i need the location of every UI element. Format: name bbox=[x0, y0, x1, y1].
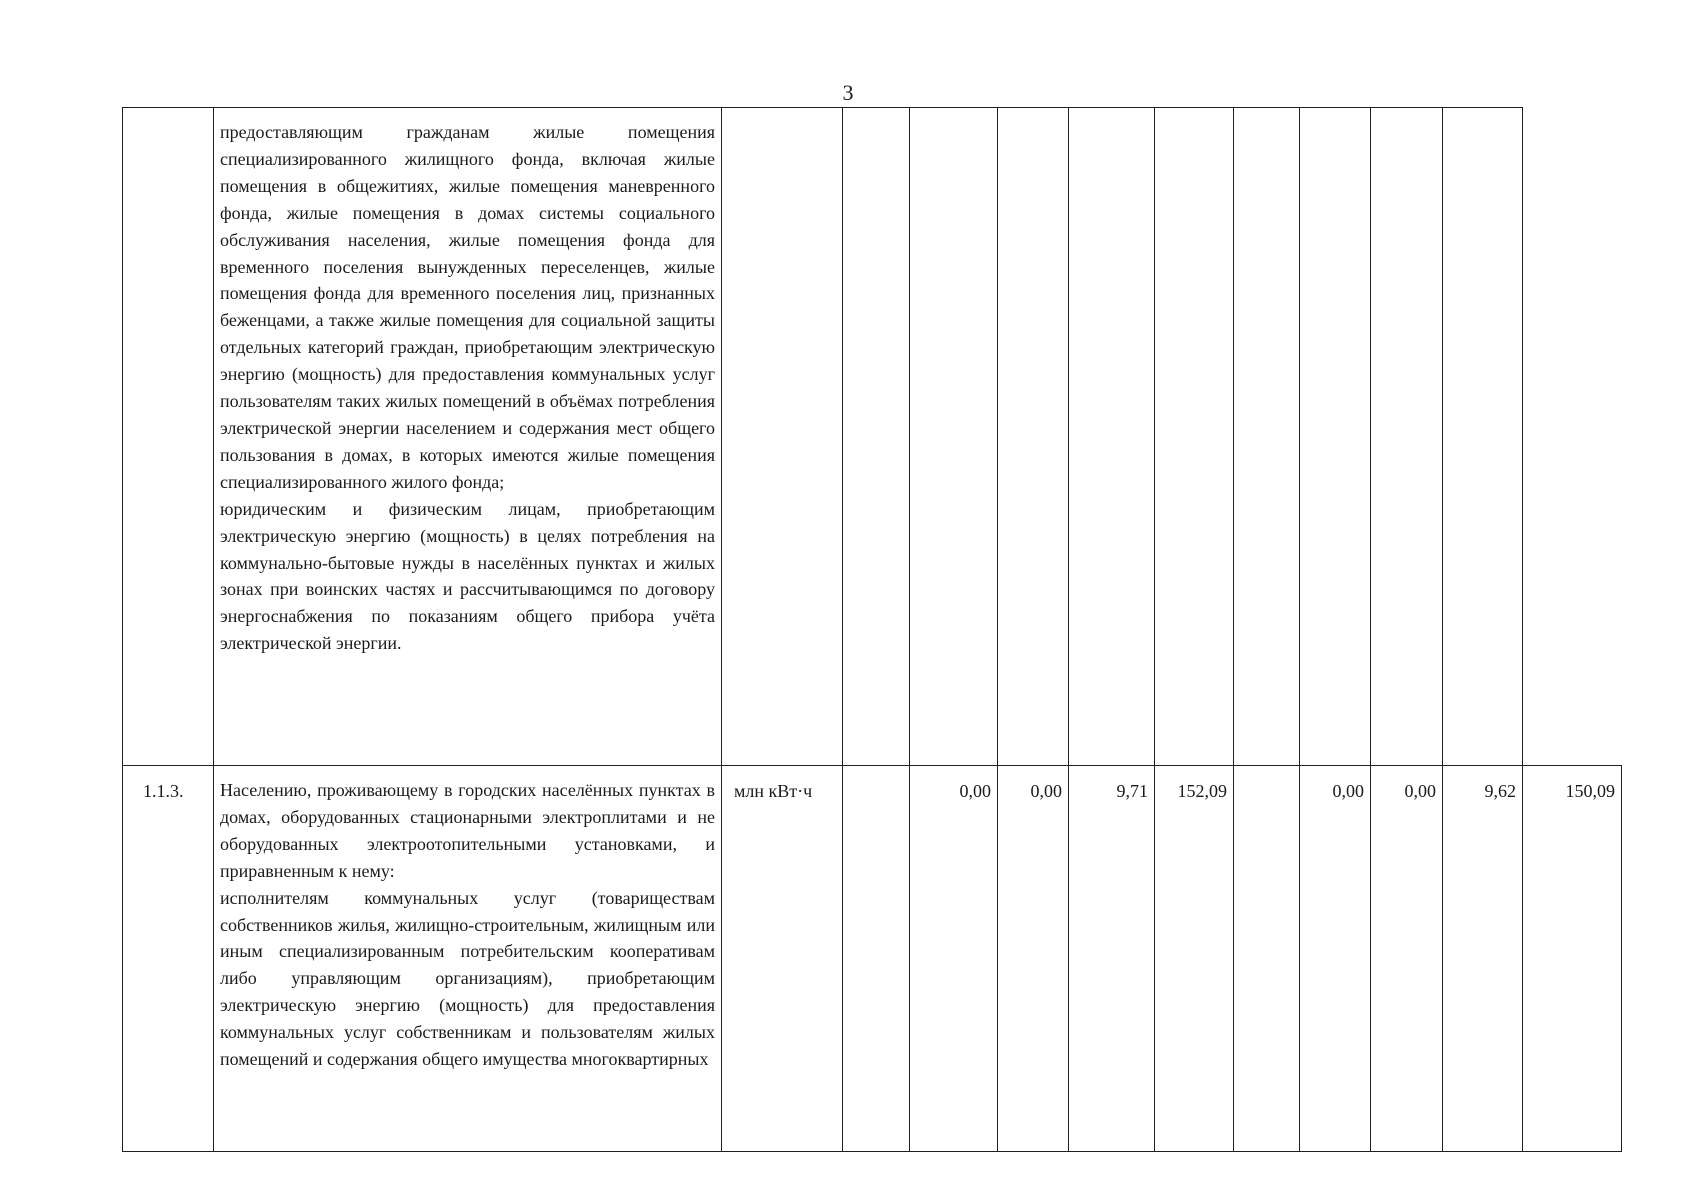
value-cell: 152,09 bbox=[1155, 766, 1234, 1152]
row-description bbox=[214, 766, 722, 1152]
description-paragraph: исполнителям коммунальных услуг (товариществам собственников жилья, жилищно-строительным, жилищным или иным специализированным потребительским кооперативам либо управляющим организациям), приобретающим электрическую энергию (мощность) для предоставления коммунальных услуг собственникам и пользователям жилых помещений и содержания общего имущества многоквартирных bbox=[220, 887, 715, 1070]
value-cell: 0,00 bbox=[1371, 766, 1443, 1152]
tariff-table bbox=[122, 107, 1622, 1152]
value-cell: 9,62 bbox=[1443, 766, 1523, 1152]
table-row bbox=[123, 766, 1622, 1152]
row-unit: млн кВт·ч bbox=[722, 766, 843, 1152]
page-number: 3 bbox=[842, 80, 854, 105]
description-paragraph: юридическим и физическим лицам, приобретающим электрическую энергию (мощность) в целях потребления на коммунально-бытовые нужды в населённых пунктах и жилых зонах при воинских частях и рассчитывающимся по договору энергоснабжения по показаниям общего прибора учёта электрической энергии. bbox=[220, 498, 715, 654]
description-paragraph: Населению, проживающему в городских населённых пунктах в домах, оборудованных стационарными электроплитами и не оборудованных электроотопительными установками, и приравненным к нему: bbox=[220, 780, 715, 881]
value-cell bbox=[1155, 108, 1234, 766]
value-cell: 0,00 bbox=[998, 766, 1069, 1152]
row-description bbox=[214, 108, 722, 766]
value-cell bbox=[1371, 108, 1443, 766]
value-cell bbox=[998, 108, 1069, 766]
value-cell bbox=[1300, 108, 1371, 766]
description-paragraph: предоставляющим гражданам жилые помещения специализированного жилищного фонда, включая жилые помещения в общежитиях, жилые помещения маневренного фонда, жилые помещения в домах системы социального обслуживания населения, жилые помещения фонда для временного поселения вынужденных переселенцев, жилые помещения фонда для временного поселения лиц, признанных беженцами, а также жилые помещения для социальной защиты отдельных категорий граждан, приобретающим электрическую энергию (мощность) для предоставления коммунальных услуг пользователям таких жилых помещений в объёмах потребления электрической энергии населением и содержания мест общего пользования в домах, в которых имеются жилые помещения специализированного жилого фонда; bbox=[220, 122, 715, 492]
row-code: 1.1.3. bbox=[123, 766, 214, 1152]
row-code bbox=[123, 108, 214, 766]
value-cell bbox=[1069, 108, 1155, 766]
value-cell: 0,00 bbox=[910, 766, 998, 1152]
value-cell bbox=[843, 766, 910, 1152]
value-cell: 9,71 bbox=[1069, 766, 1155, 1152]
value-cell bbox=[843, 108, 910, 766]
table-row bbox=[123, 108, 1622, 766]
value-cell: 150,09 bbox=[1523, 766, 1622, 1152]
value-cell bbox=[1234, 766, 1300, 1152]
row-unit bbox=[722, 108, 843, 766]
value-cell bbox=[910, 108, 998, 766]
value-cell bbox=[1443, 108, 1523, 766]
value-cell bbox=[1234, 108, 1300, 766]
value-cell: 0,00 bbox=[1300, 766, 1371, 1152]
